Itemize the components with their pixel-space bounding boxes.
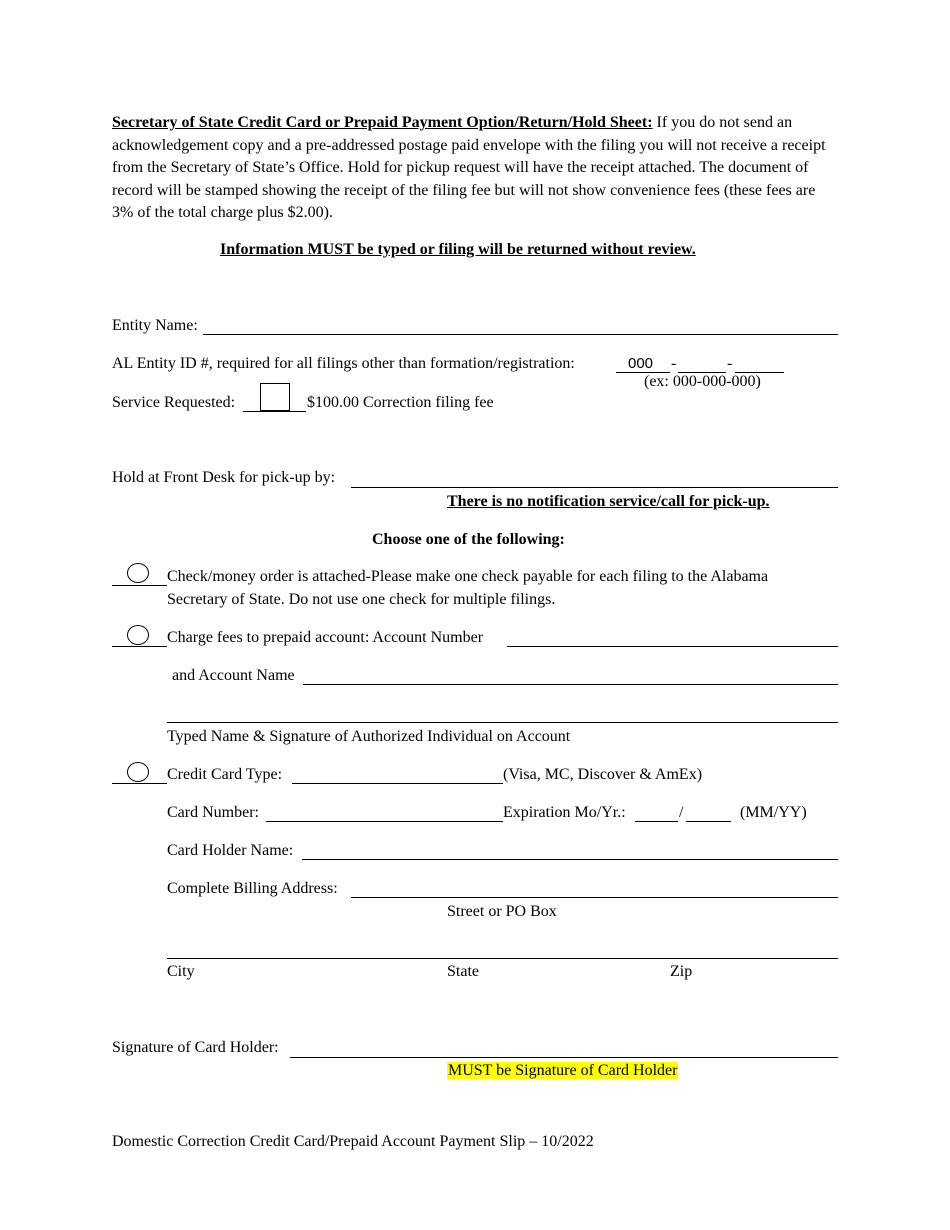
signature-label: Signature of Card Holder:	[112, 1039, 279, 1056]
correction-fee-label: $100.00 Correction filing fee	[307, 394, 494, 411]
correction-fee-checkbox[interactable]	[260, 383, 290, 411]
state-caption: State	[447, 963, 479, 980]
signature-notice	[447, 1062, 678, 1080]
expiration-sep: /	[679, 804, 684, 821]
billing-city-state-zip-field[interactable]	[167, 958, 838, 959]
entity-id-sep1: -	[671, 355, 677, 372]
city-caption: City	[167, 963, 195, 980]
prepaid-option-underline	[112, 646, 167, 647]
entity-id-example: (ex: 000-000-000)	[644, 373, 761, 390]
billing-street-field[interactable]	[351, 897, 838, 898]
expiration-month-field[interactable]	[635, 821, 678, 822]
expiration-hint: (MM/YY)	[740, 804, 807, 821]
card-holder-field[interactable]	[302, 859, 838, 860]
card-type-label: Credit Card Type:	[167, 766, 283, 783]
check-option-line1: Check/money order is attached-Please make one check payable for each filing to the Alabama	[167, 568, 769, 585]
check-option-underline	[112, 585, 167, 586]
entity-id-sep2: -	[727, 355, 733, 372]
entity-id-label: AL Entity ID #, required for all filings other than formation/registration:	[112, 355, 575, 372]
card-holder-label: Card Holder Name:	[167, 842, 294, 859]
service-label: Service Requested:	[112, 394, 236, 411]
choose-heading: Choose one of the following:	[372, 531, 565, 548]
expiration-year-field[interactable]	[686, 821, 731, 822]
intro-heading: Secretary of State Credit Card or Prepaid Payment Option/Return/Hold Sheet:	[112, 114, 653, 131]
hold-label: Hold at Front Desk for pick-up by:	[112, 469, 336, 486]
expiration-label: Expiration Mo/Yr.:	[503, 804, 626, 821]
service-underline	[243, 411, 306, 412]
signature-notice-text: MUST be Signature of Card Holder	[448, 1062, 678, 1079]
check-option-radio[interactable]	[127, 563, 149, 583]
prepaid-option-radio[interactable]	[127, 625, 149, 645]
billing-address-label: Complete Billing Address:	[167, 880, 338, 897]
prepaid-account-number-field[interactable]	[507, 646, 838, 647]
prepaid-signature-caption: Typed Name & Signature of Authorized Individual on Account	[167, 728, 571, 745]
credit-option-radio[interactable]	[127, 762, 149, 782]
card-number-field[interactable]	[266, 821, 503, 822]
footer-text: Domestic Correction Credit Card/Prepaid Account Payment Slip – 10/2022	[112, 1133, 594, 1150]
hold-pickup-field[interactable]	[351, 487, 838, 488]
prepaid-signature-field[interactable]	[167, 722, 838, 723]
prepaid-account-name-field[interactable]	[303, 684, 838, 685]
entity-id-prefix: 000	[628, 355, 654, 372]
zip-caption: Zip	[670, 963, 693, 980]
card-number-label: Card Number:	[167, 804, 259, 821]
card-type-hint: (Visa, MC, Discover & AmEx)	[503, 766, 703, 783]
typed-notice: Information MUST be typed or filing will be returned without review.	[220, 241, 696, 258]
card-type-field[interactable]	[292, 783, 503, 784]
check-option-line2: Secretary of State. Do not use one check for multiple filings.	[167, 591, 556, 608]
prepaid-account-number-label: Charge fees to prepaid account: Account Number	[167, 629, 484, 646]
entity-name-field[interactable]	[203, 334, 838, 335]
hold-notice: There is no notification service/call for pick-up.	[447, 493, 770, 510]
intro-paragraph	[112, 112, 840, 225]
credit-option-underline	[112, 783, 167, 784]
street-caption: Street or PO Box	[447, 903, 557, 920]
entity-name-label: Entity Name:	[112, 317, 198, 334]
intro-body: If you do not send an acknowledgement copy and a pre-addressed postage paid envelope with the filing you will not receive a receipt from the Secretary of State’s Office. Hold for pickup request will have the receipt attached. The document of record will be stamped showing the receipt of the filing fee but will not show convenience fees (these fees are 3% of the total charge plus $2.00).	[112, 114, 826, 222]
prepaid-account-name-label: and Account Name	[172, 667, 295, 684]
signature-field[interactable]	[290, 1057, 838, 1058]
